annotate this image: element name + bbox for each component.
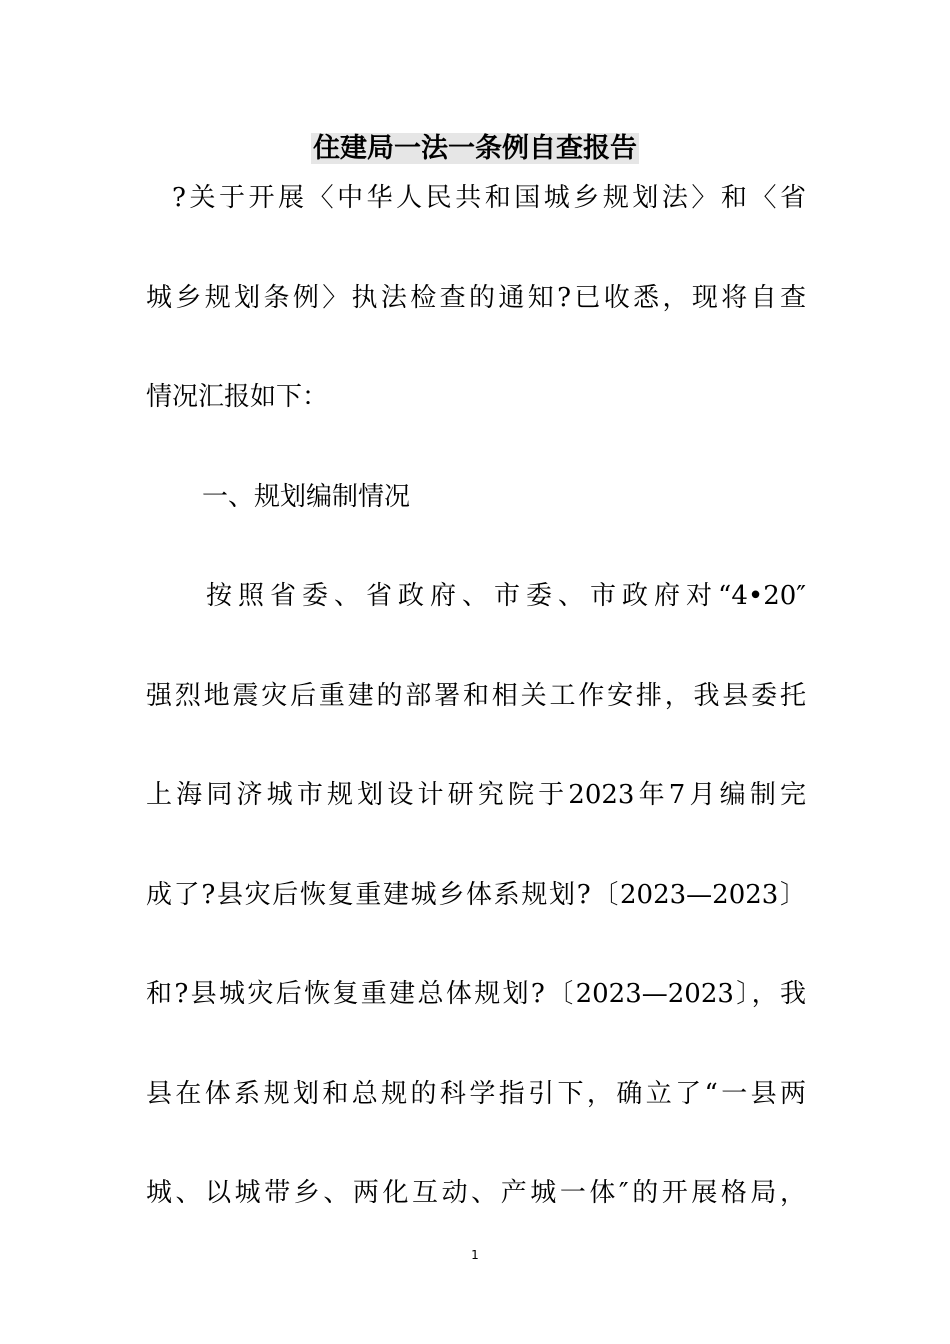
document-body	[146, 174, 806, 1269]
paragraph-line: 按照省委、省政府、市委、市政府对“4•20″	[206, 581, 806, 611]
page-number: 1	[471, 1248, 479, 1262]
paragraph-line: 情况汇报如下：	[146, 382, 329, 412]
section-heading: 一、规划编制情况	[202, 481, 411, 512]
paragraph-line: 强烈地震灾后重建的部署和相关工作安排，我县委托	[146, 680, 806, 711]
paragraph-line: 成了?县灾后恢复重建城乡体系规划?〔2023—2023〕	[146, 879, 806, 910]
paragraph-line: 城、以城带乡、两化互动、产城一体″的开展格局，	[146, 1178, 806, 1208]
paragraph-line: 县在体系规划和总规的科学指引下，确立了“一县两	[146, 1078, 806, 1109]
paragraph-line: 城乡规划条例〉执法检查的通知?已收悉，现将自查	[146, 282, 806, 313]
document-title-text: 住建局一法一条例自查报告	[313, 133, 637, 164]
paragraph-line: 上海同济城市规划设计研究院于2023年7月编制完	[146, 780, 806, 810]
paragraph-line: ?关于开展〈中华人民共和国城乡规划法〉和〈省	[172, 183, 806, 213]
document-title	[0, 126, 950, 172]
paragraph-line: 和?县城灾后恢复重建总体规划?〔2023—2023〕，我	[146, 979, 806, 1009]
